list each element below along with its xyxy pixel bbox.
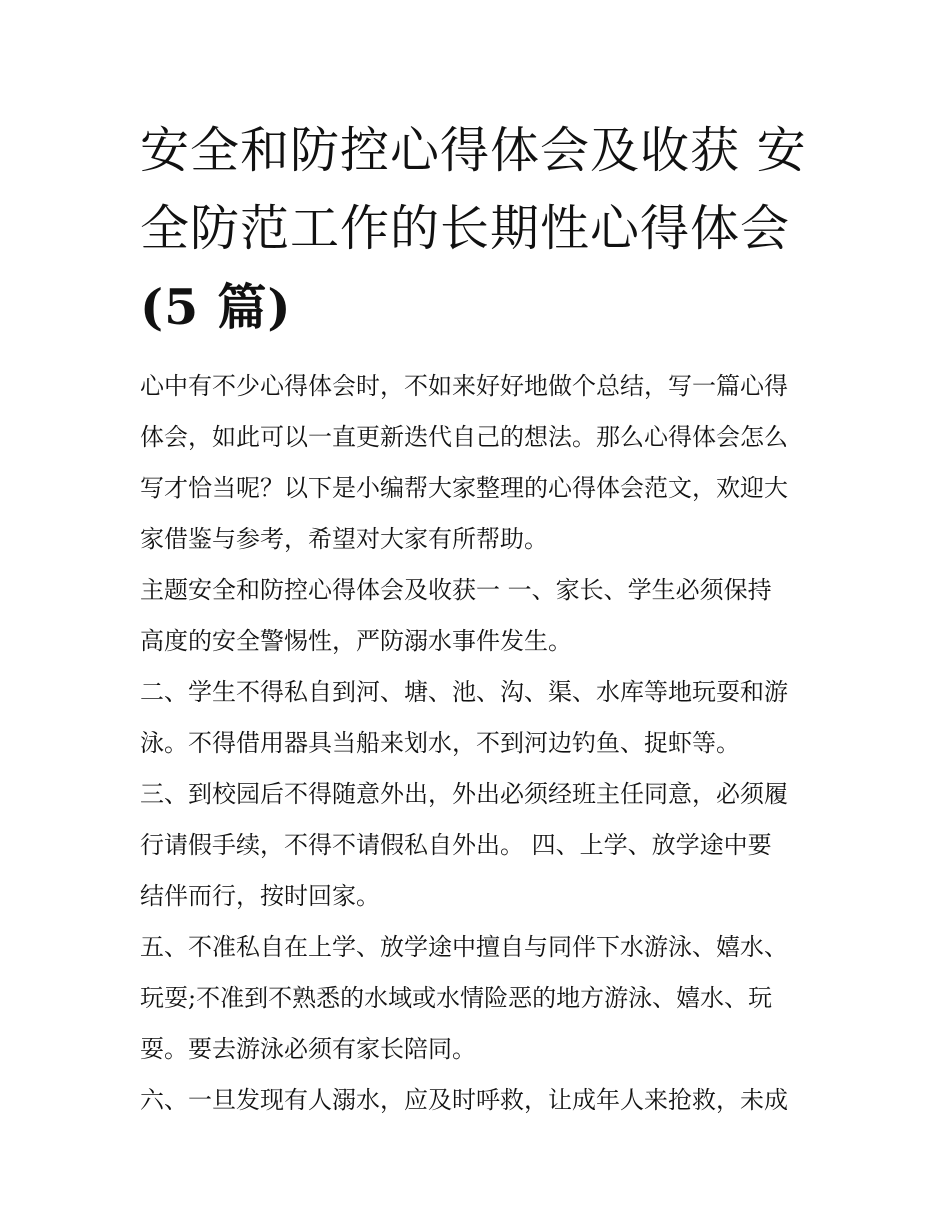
document-body	[140, 112, 820, 1126]
paragraph-1: 主题安全和防控心得体会及收获一 一、家长、学生必须保持 高度的安全警惕性，严防溺水事件发生。	[140, 576, 772, 655]
document-title	[140, 112, 820, 347]
paragraph-4: 五、不准私自在上学、放学途中擅自与同伴下水游泳、嬉水、 玩耍;不准到不熟悉的水域或水情险恶的地方游泳、嬉水、玩 耍。要去游泳必须有家长陪同。	[140, 933, 788, 1063]
title-line-3: (5 篇)	[140, 278, 292, 336]
title-line-1: 安全和防控心得体会及收获 安	[140, 122, 807, 179]
paragraph-2: 二、学生不得私自到河、塘、池、沟、渠、水库等地玩耍和游 泳。不得借用器具当船来划水，不到河边钓鱼、捉虾等。	[140, 678, 788, 757]
title-line-2: 全防范工作的长期性心得体会	[140, 200, 791, 257]
paragraph-3: 三、到校园后不得随意外出，外出必须经班主任同意，必须履 行请假手续，不得不请假私自外出。 四、上学、放学途中要 结伴而行，按时回家。	[140, 780, 788, 910]
intro-paragraph: 心中有不少心得体会时，不如来好好地做个总结，写一篇心得 体会，如此可以一直更新迭代自己的想法。那么心得体会怎么 写才恰当呢？以下是小编帮大家整理的心得体会范文，欢迎大 家借鉴与参考，希望对大家有所帮助。	[140, 372, 788, 553]
paragraph-5: 六、一旦发现有人溺水，应及时呼救，让成年人来抢救，未成	[140, 1086, 788, 1114]
